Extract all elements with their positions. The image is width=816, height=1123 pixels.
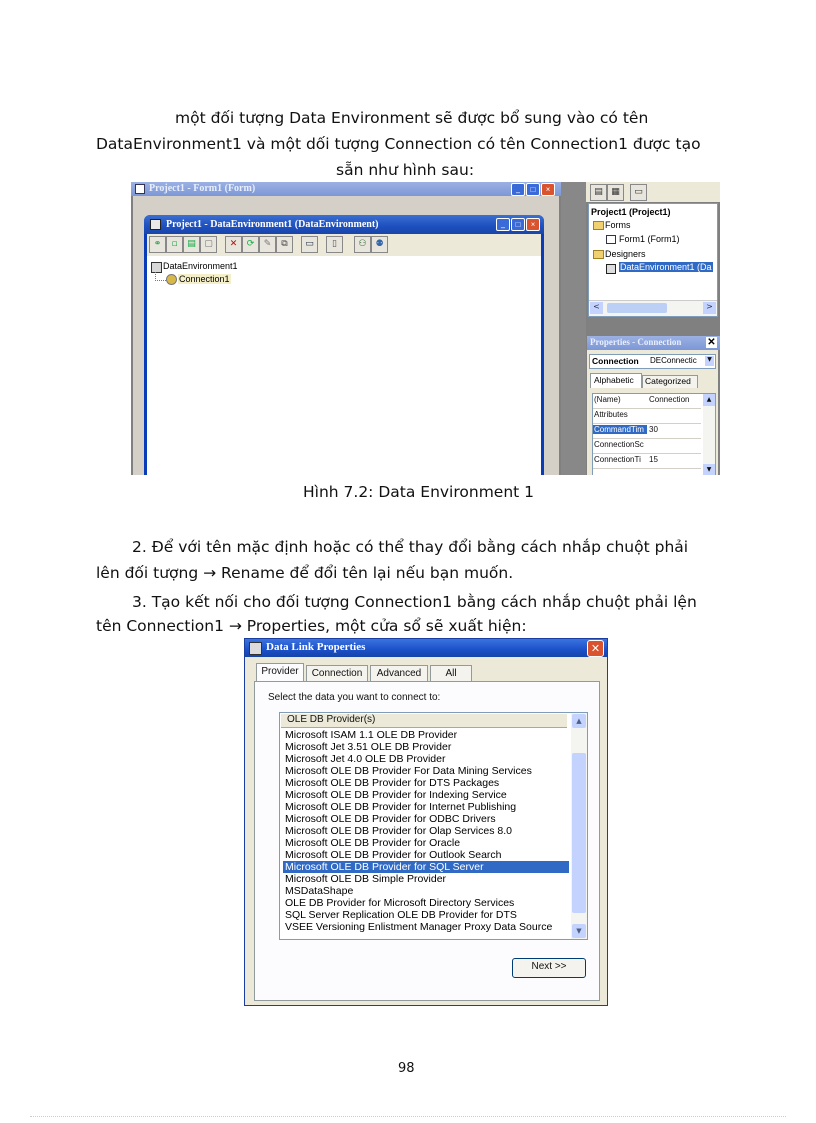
inner-close-button[interactable]: × — [526, 218, 540, 231]
list-item[interactable]: Microsoft OLE DB Provider for Indexing Service — [285, 789, 507, 801]
property-name: ConnectionTi — [594, 455, 641, 464]
dialog-close-button[interactable]: ✕ — [587, 640, 604, 657]
instruction-label: Select the data you want to connect to: — [268, 692, 441, 703]
properties-panel — [587, 350, 718, 475]
property-name: (Name) — [594, 395, 621, 404]
property-grid — [592, 393, 716, 475]
aggregate-icon[interactable]: ▭ — [301, 236, 318, 253]
view-object-button-icon[interactable]: ▦ — [607, 184, 624, 201]
property-value: 15 — [649, 455, 658, 464]
add-connection-icon[interactable]: ⚭ — [149, 236, 166, 253]
tab-alphabetic[interactable] — [590, 373, 642, 388]
scroll-right-icon[interactable]: > — [703, 302, 716, 314]
tab-all[interactable]: All — [430, 665, 472, 683]
forms-folder[interactable]: Forms — [605, 220, 631, 230]
object-type: DEConnectic — [650, 356, 697, 365]
tree-root-item[interactable]: DataEnvironment1 — [163, 261, 238, 271]
list-item[interactable]: VSEE Versioning Enlistment Manager Proxy Data Source — [285, 921, 553, 933]
designer-toolbar — [147, 234, 541, 256]
tree-connector — [155, 272, 166, 281]
connection-icon — [166, 274, 177, 285]
list-item[interactable]: Microsoft OLE DB Provider for Internet Publishing — [285, 801, 517, 813]
dialog-titlebar — [245, 639, 607, 657]
page-bottom-rule — [30, 1116, 786, 1117]
list-header-label: OLE DB Provider(s) — [287, 714, 376, 725]
scroll-thumb[interactable] — [572, 753, 586, 913]
property-row[interactable] — [593, 424, 701, 439]
scroll-up-icon[interactable]: ▲ — [572, 714, 586, 728]
tab-advanced[interactable]: Advanced — [370, 665, 428, 683]
insert-stored-procedure-icon[interactable]: ▤ — [183, 236, 200, 253]
relation-icon[interactable]: ⧉ — [276, 236, 293, 253]
tab-connection[interactable]: Connection — [306, 665, 368, 683]
designer-tree-panel — [147, 256, 541, 475]
object-dropdown[interactable] — [589, 354, 716, 369]
data-link-icon — [249, 642, 262, 655]
project-explorer-hscrollbar[interactable] — [589, 300, 717, 316]
paragraph1-line1: một đối tượng Data Environment sẽ được bổ sung vào có tên — [175, 109, 649, 127]
designers-folder-icon — [593, 250, 604, 259]
scroll-down-icon[interactable]: ▼ — [703, 464, 715, 475]
property-name: Attributes — [594, 410, 628, 419]
outer-minimize-button[interactable]: _ — [511, 183, 525, 196]
list-item[interactable]: Microsoft Jet 3.51 OLE DB Provider — [285, 741, 452, 753]
list-item[interactable]: Microsoft Jet 4.0 OLE DB Provider — [285, 753, 446, 765]
property-row[interactable] — [593, 394, 701, 409]
list-item[interactable]: Microsoft OLE DB Provider for Outlook Search — [285, 849, 502, 861]
list-item[interactable]: Microsoft OLE DB Provider for ODBC Drivers — [285, 813, 496, 825]
tab-categorized[interactable] — [642, 375, 698, 388]
list-item[interactable]: Microsoft OLE DB Simple Provider — [285, 873, 447, 885]
property-row[interactable] — [593, 409, 701, 424]
tab-provider[interactable]: Provider — [256, 663, 304, 683]
property-grid-vscrollbar[interactable] — [703, 394, 715, 475]
page-number: 98 — [398, 1061, 415, 1076]
outer-maximize-button[interactable]: □ — [526, 183, 540, 196]
designer-item[interactable]: DataEnvironment1 (Da — [620, 262, 712, 272]
dataenvironment-icon — [150, 219, 161, 230]
data-link-properties-dialog — [244, 638, 608, 1006]
view-code-icon[interactable]: ▯ — [326, 236, 343, 253]
dataenvironment-window — [144, 215, 544, 475]
scroll-down-icon[interactable]: ▼ — [572, 924, 586, 938]
properties-close-icon[interactable]: ✕ — [707, 337, 716, 348]
scroll-left-icon[interactable]: < — [590, 302, 603, 314]
delete-icon[interactable]: ✕ — [225, 236, 242, 253]
tab-categorized-label: Categorized — [645, 376, 691, 386]
property-row[interactable] — [593, 454, 701, 469]
property-value: Connection — [649, 395, 690, 404]
add-command-icon[interactable]: ▫ — [166, 236, 183, 253]
step2-line2: lên đối tượng → Rename để đổi tên lại nếu bạn muốn. — [96, 564, 514, 582]
list-item[interactable]: Microsoft OLE DB Provider for DTS Packages — [285, 777, 500, 789]
inner-minimize-button[interactable]: _ — [496, 218, 510, 231]
next-button-label: Next >> — [531, 961, 567, 972]
list-item[interactable]: Microsoft OLE DB Provider For Data Mining Services — [285, 765, 532, 777]
list-item[interactable]: OLE DB Provider for Microsoft Directory Services — [285, 897, 515, 909]
list-item[interactable]: Microsoft OLE DB Provider for Oracle — [285, 837, 461, 849]
provider-list-vscrollbar[interactable] — [571, 713, 587, 939]
design-icon[interactable]: ✎ — [259, 236, 276, 253]
outer-window-title: Project1 - Form1 (Form) — [149, 183, 256, 194]
inner-window-titlebar — [144, 215, 544, 234]
paragraph1-line2: DataEnvironment1 và một dối tượng Connection có tên Connection1 được tạo — [96, 135, 701, 153]
list-item[interactable]: Microsoft OLE DB Provider for Olap Services 8.0 — [285, 825, 512, 837]
scroll-thumb[interactable] — [607, 303, 667, 313]
step3-line1: 3. Tạo kết nối cho đối tượng Connection1 bằng cách nhắp chuột phải lện — [132, 593, 697, 611]
form-item[interactable]: Form1 (Form1) — [619, 234, 680, 244]
form-icon — [135, 184, 145, 194]
property-name: CommandTim — [593, 425, 647, 434]
inner-window-title: Project1 - DataEnvironment1 (DataEnvironment) — [166, 219, 379, 230]
tab-alphabetic-label: Alphabetic — [594, 375, 634, 385]
properties-titlebar — [587, 336, 720, 350]
designer-item-icon — [606, 264, 616, 274]
tree-connection-item[interactable]: Connection1 — [179, 274, 230, 284]
figure-caption: Hình 7.2: Data Environment 1 — [303, 483, 535, 501]
inner-maximize-button[interactable]: □ — [511, 218, 525, 231]
list-item[interactable]: MSDataShape — [285, 885, 354, 897]
refresh-icon[interactable]: ⟳ — [242, 236, 259, 253]
next-button[interactable] — [512, 958, 586, 978]
dialog-title: Data Link Properties — [266, 641, 366, 653]
add-child-command-icon[interactable]: ▢ — [200, 236, 217, 253]
toggle-folders-icon[interactable]: ▭ — [630, 184, 647, 201]
properties-title: Properties - Connection — [590, 337, 682, 347]
property-value: 30 — [649, 425, 658, 434]
step3-line2: tên Connection1 → Properties, một cửa sổ sẽ xuất hiện: — [96, 617, 527, 635]
property-row[interactable] — [593, 439, 701, 454]
project-root-item[interactable]: Project1 (Project1) — [591, 207, 671, 217]
paragraph1-line3: sẵn như hình sau: — [336, 161, 475, 179]
sort-by-object-icon[interactable]: ⚉ — [371, 236, 388, 253]
list-item[interactable]: SQL Server Replication OLE DB Provider for DTS — [285, 909, 517, 921]
provider-list[interactable] — [279, 712, 588, 940]
sort-by-connection-icon[interactable]: ⚇ — [354, 236, 371, 253]
list-item[interactable]: Microsoft ISAM 1.1 OLE DB Provider — [285, 729, 458, 741]
scroll-up-icon[interactable]: ▲ — [703, 394, 715, 406]
provider-tab-page — [254, 681, 600, 1001]
list-item-selected[interactable]: Microsoft OLE DB Provider for SQL Server — [283, 861, 569, 873]
dock-splitter[interactable] — [561, 182, 586, 475]
view-code-button-icon[interactable]: ▤ — [590, 184, 607, 201]
vb-ide-screenshot — [131, 182, 720, 475]
outer-window-titlebar — [131, 182, 561, 196]
form-item-icon — [606, 235, 616, 244]
dropdown-arrow-icon[interactable]: ▼ — [705, 356, 714, 366]
list-header — [281, 714, 567, 728]
step2-line1: 2. Để với tên mặc định hoặc có thể thay đổi bằng cách nhắp chuột phải — [132, 538, 689, 556]
designers-folder[interactable]: Designers — [605, 249, 646, 259]
project-explorer-panel — [588, 203, 718, 317]
outer-close-button[interactable]: × — [541, 183, 555, 196]
folder-icon — [593, 221, 604, 230]
property-name: ConnectionSc — [594, 440, 644, 449]
object-name: Connection — [592, 356, 639, 366]
project-explorer-toolbar — [586, 182, 720, 202]
